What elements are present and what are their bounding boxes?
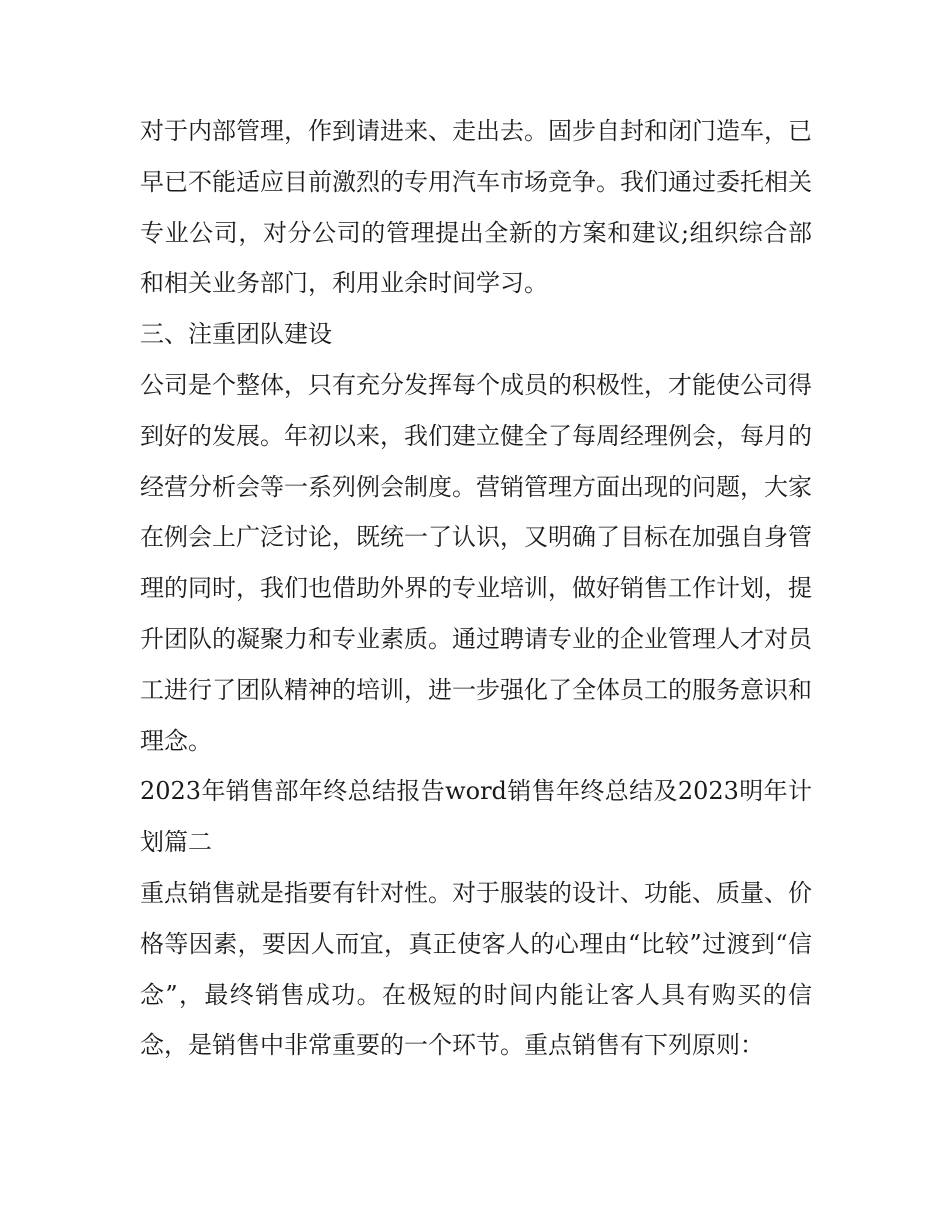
document-body	[140, 106, 812, 1071]
paragraph-key-selling: 重点销售就是指要有针对性。对于服装的设计、功能、质量、价格等因素，要因人而宜，真正使客人的心理由“比较”过渡到“信念”，最终销售成功。在极短的时间内能让客人具有购买的信念，是销售中非常重要的一个环节。重点销售有下列原则：	[140, 878, 812, 1060]
article-title-part-two: 2023年销售部年终总结报告word销售年终总结及2023明年计划篇二	[140, 777, 812, 857]
paragraph-internal-management: 对于内部管理，作到请进来、走出去。固步自封和闭门造车，已早已不能适应目前激烈的专用汽车市场竞争。我们通过委托相关专业公司，对分公司的管理提出全新的方案和建议;组织综合部和相关业务部门，利用业余时间学习。	[140, 117, 812, 298]
paragraph-team-building: 公司是个整体，只有充分发挥每个成员的积极性，才能使公司得到好的发展。年初以来，我们建立健全了每周经理例会，每月的经营分析会等一系列例会制度。营销管理方面出现的问题，大家在例会上广泛讨论，既统一了认识，又明确了目标在加强自身管理的同时，我们也借助外界的专业培训，做好销售工作计划，提升团队的凝聚力和专业素质。通过聘请专业的企业管理人才对员工进行了团队精神的培训，进一步强化了全体员工的服务意识和理念。	[140, 370, 812, 755]
section-heading-team-building: 三、注重团队建设	[140, 320, 332, 349]
